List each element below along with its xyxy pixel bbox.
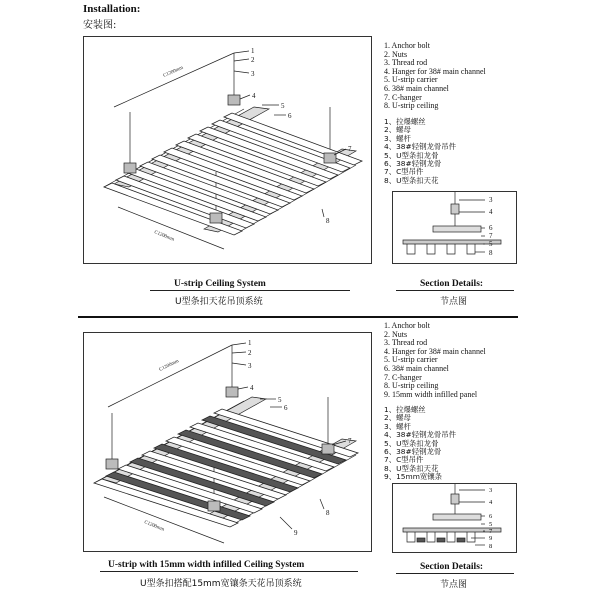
svg-text:7: 7	[348, 437, 352, 445]
legend-zh-1: 1、拉爆螺丝 2、螺母 3、螺杆 4、38#轻钢龙骨吊件 5、U型条扣龙骨 6、38#轻钢龙骨 7、C型吊件 8、U型条扣天花	[384, 117, 457, 185]
u-strip-ceiling-diagram	[84, 37, 371, 263]
page-title: Installation:	[83, 3, 141, 15]
section-details-title-zh-2: 节点图	[440, 580, 468, 590]
svg-text:6: 6	[489, 513, 493, 520]
caption-en-1: U-strip Ceiling System	[174, 279, 266, 289]
svg-text:7: 7	[489, 232, 493, 240]
section-detail-diagram-1	[393, 192, 516, 263]
page-title-zh: 安装图:	[83, 20, 117, 31]
dim-top-label: C1200mm	[162, 65, 185, 79]
svg-text:5: 5	[278, 396, 282, 404]
svg-text:8: 8	[326, 509, 330, 517]
legend-en-1: 1. Anchor bolt 2. Nuts 3. Thread rod 4. Hanger for 38# main channel 5. U-strip carrier 6. 38# main channel 7. C-hanger 8. U-strip ceiling	[384, 41, 486, 111]
callout-8: 8	[326, 217, 330, 225]
caption-zh-2: U型条扣搭配15mm宽镶条天花吊顶系统	[140, 579, 302, 589]
section-detail-panel-1	[392, 191, 517, 264]
section-details-title-zh-1: 节点图	[440, 297, 468, 307]
svg-text:8: 8	[489, 543, 493, 550]
svg-text:5: 5	[489, 521, 493, 528]
section-details-title-2: Section Details:	[420, 562, 484, 572]
svg-text:4: 4	[489, 208, 493, 216]
diagram-panel-2	[83, 332, 372, 552]
callout-5: 5	[281, 102, 285, 110]
dim-bottom-label: C1200mm	[153, 230, 175, 243]
svg-text:6: 6	[489, 224, 493, 232]
legend-en-2: 1. Anchor bolt 2. Nuts 3. Thread rod 4. Hanger for 38# main channel 5. U-strip carrier 6. 38# main channel 7. C-hanger 8. U-strip ceiling 9. 15mm width infilled panel	[384, 321, 486, 399]
svg-text:3: 3	[489, 487, 493, 494]
section-details-title-1: Section Details:	[420, 279, 484, 289]
svg-text:4: 4	[489, 499, 493, 506]
svg-text:C1200mm: C1200mm	[143, 520, 165, 533]
u-strip-infill-diagram	[84, 333, 371, 551]
svg-text:8: 8	[489, 249, 493, 257]
legend-zh-2: 1、拉爆螺丝 2、螺母 3、螺杆 4、38#轻钢龙骨吊件 5、U型条扣龙骨 6、38#轻钢龙骨 7、C型吊件 8、U型条扣天花 9、15mm宽镶条	[384, 405, 457, 482]
section-detail-panel-2	[392, 483, 517, 553]
callout-2: 2	[251, 56, 255, 64]
callout-6: 6	[288, 112, 292, 120]
caption-en-2: U-strip with 15mm width infilled Ceiling System	[108, 560, 305, 570]
svg-text:3: 3	[489, 196, 493, 204]
svg-text:7: 7	[489, 528, 493, 535]
caption-zh-1: U型条扣天花吊顶系统	[175, 297, 263, 307]
callout-1: 1	[251, 47, 255, 55]
section-detail-diagram-2	[393, 484, 516, 552]
svg-text:6: 6	[284, 404, 288, 412]
callout-7: 7	[348, 145, 352, 153]
callout-3: 3	[251, 70, 255, 78]
svg-text:C1200mm: C1200mm	[158, 359, 180, 373]
svg-text:9: 9	[489, 535, 493, 542]
svg-text:3: 3	[248, 362, 252, 370]
svg-text:5: 5	[489, 240, 493, 248]
svg-text:2: 2	[248, 349, 252, 357]
svg-text:9: 9	[294, 529, 298, 537]
diagram-panel-1	[83, 36, 372, 264]
svg-text:1: 1	[248, 339, 252, 347]
svg-text:4: 4	[250, 384, 254, 392]
callout-4: 4	[252, 92, 256, 100]
